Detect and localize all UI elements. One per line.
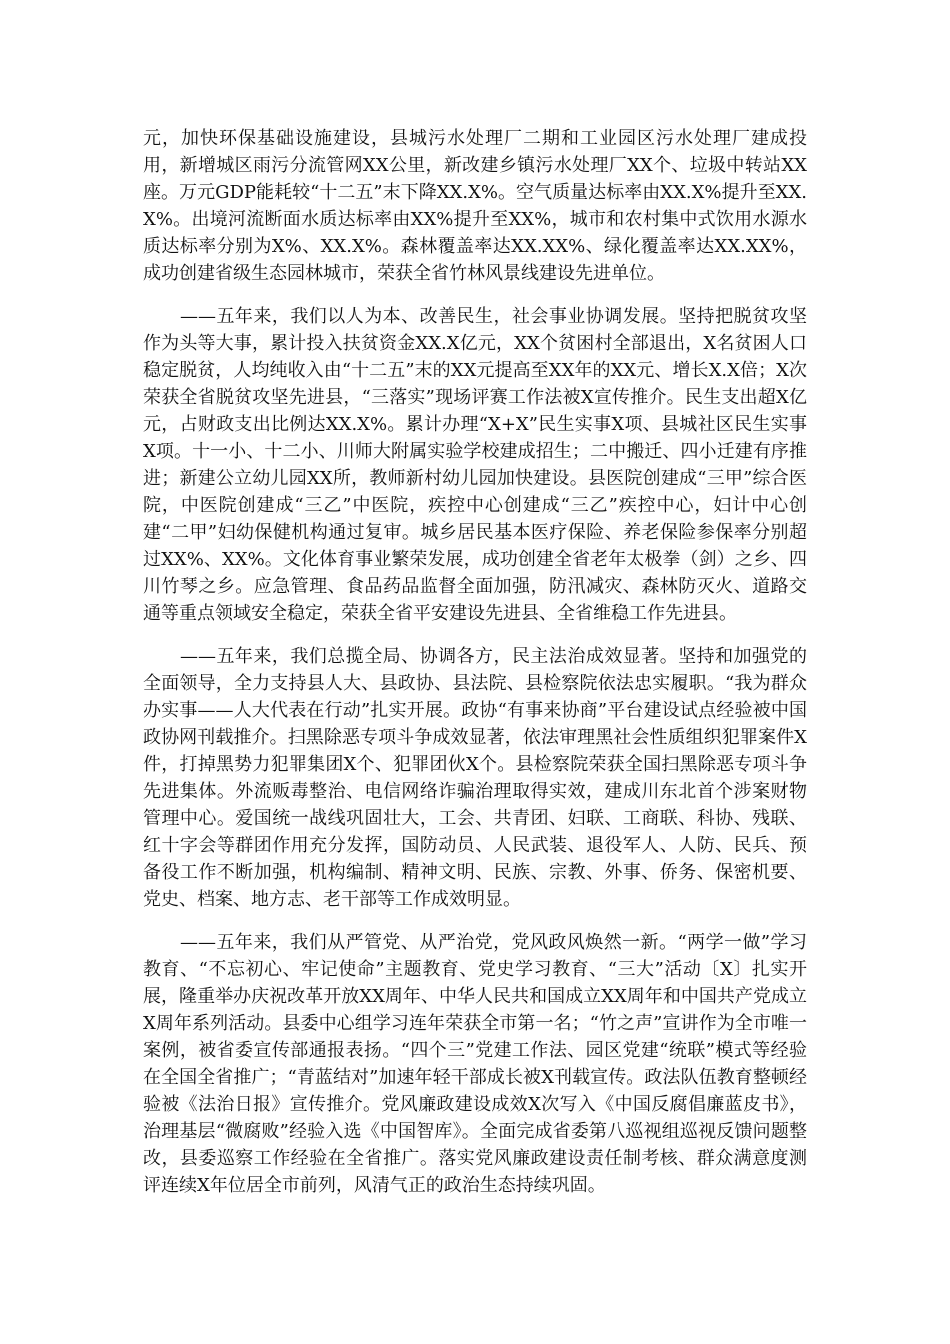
- paragraph-livelihood: ——五年来，我们以人为本、改善民生，社会事业协调发展。坚持把脱贫攻坚作为头等大事，累计投入扶贫资金XX.X亿元，XX个贫困村全部退出，X名贫困人口稳定脱贫，人均纯收入由“十二五”末的XX元提高至XX年的XX元、增长X.X倍；X次荣获全省脱贫攻坚先进县，“三落实”现场评赛工作法被X宣传推介。民生支出超X亿元，占财政支出比例达XX.X%。累计办理“X+X”民生实事X项、县城社区民生实事X项。十一小、十二小、川师大附属实验学校建成招生；二中搬迁、四小迁建有序推进；新建公立幼儿园XX所，教师新村幼儿园加快建设。县医院创建成“三甲”综合医院，中医院创建成“三乙”中医院，疾控中心创建成“三乙”疾控中心，妇计中心创建“二甲”妇幼保健机构通过复审。城乡居民基本医疗保险、养老保险参保率分别超过XX%、XX%。文化体育事业繁荣发展，成功创建全省老年太极拳（剑）之乡、四川竹琴之乡。应急管理、食品药品监督全面加强，防汛减灾、森林防灭火、道路交通等重点领域安全稳定，荣获全省平安建设先进县、全省维稳工作先进县。: [143, 306, 807, 624]
- paragraph-rule-of-law: ——五年来，我们总揽全局、协调各方，民主法治成效显著。坚持和加强党的全面领导，全力支持县人大、县政协、县法院、县检察院依法忠实履职。“我为群众办实事——人大代表在行动”扎实开展。政协“有事来协商”平台建设试点经验被中国政协网刊载推介。扫黑除恶专项斗争成效显著，依法审理黑社会性质组织犯罪案件X件，打掉黑势力犯罪集团X个、犯罪团伙X个。县检察院荣获全国扫黑除恶专项斗争先进集体。外流贩毒整治、电信网络诈骗治理取得实效，建成川东北首个涉案财物管理中心。爱国统一战线巩固壮大，工会、共青团、妇联、工商联、科协、残联、红十字会等群团作用充分发挥，国防动员、人民武装、退役军人、人防、民兵、预备役工作不断加强，机构编制、精神文明、民族、宗教、外事、侨务、保密机要、党史、档案、地方志、老干部等工作成效明显。: [143, 646, 807, 910]
- paragraph-party-discipline: ——五年来，我们从严管党、从严治党，党风政风焕然一新。“两学一做”学习教育、“不忘初心、牢记使命”主题教育、党史学习教育、“三大”活动〔X〕扎实开展，隆重举办庆祝改革开放XX周年、中华人民共和国成立XX周年和中国共产党成立X周年系列活动。县委中心组学习连年荣获全市第一名；“竹之声”宣讲作为全市唯一案例，被省委宣传部通报表扬。“四个三”党建工作法、园区党建“统联”模式等经验在全国全省推广；“青蓝结对”加速年轻干部成长被X刊载宣传。政法队伍教育整顿经验被《法治日报》宣传推介。党风廉政建设成效X次写入《中国反腐倡廉蓝皮书》，治理基层“微腐败”经验入选《中国智库》。全面完成省委第八巡视组巡视反馈问题整改，县委巡察工作经验在全省推广。落实党风廉政建设责任制考核、群众满意度测评连续X年位居全市前列，风清气正的政治生态持续巩固。: [143, 932, 807, 1196]
- document-body: [143, 125, 807, 1215]
- paragraph-ecology: 元，加快环保基础设施建设，县城污水处理厂二期和工业园区污水处理厂建成投用，新增城区雨污分流管网XX公里，新改建乡镇污水处理厂XX个、垃圾中转站XX座。万元GDP能耗较“十二五”末下降XX.X%。空气质量达标率由XX.X%提升至XX.X%。出境河流断面水质达标率由XX%提升至XX%，城市和农村集中式饮用水源水质达标率分别为X%、XX.X%。森林覆盖率达XX.XX%、绿化覆盖率达XX.XX%，成功创建省级生态园林城市，荣获全省竹林风景线建设先进单位。: [143, 128, 807, 284]
